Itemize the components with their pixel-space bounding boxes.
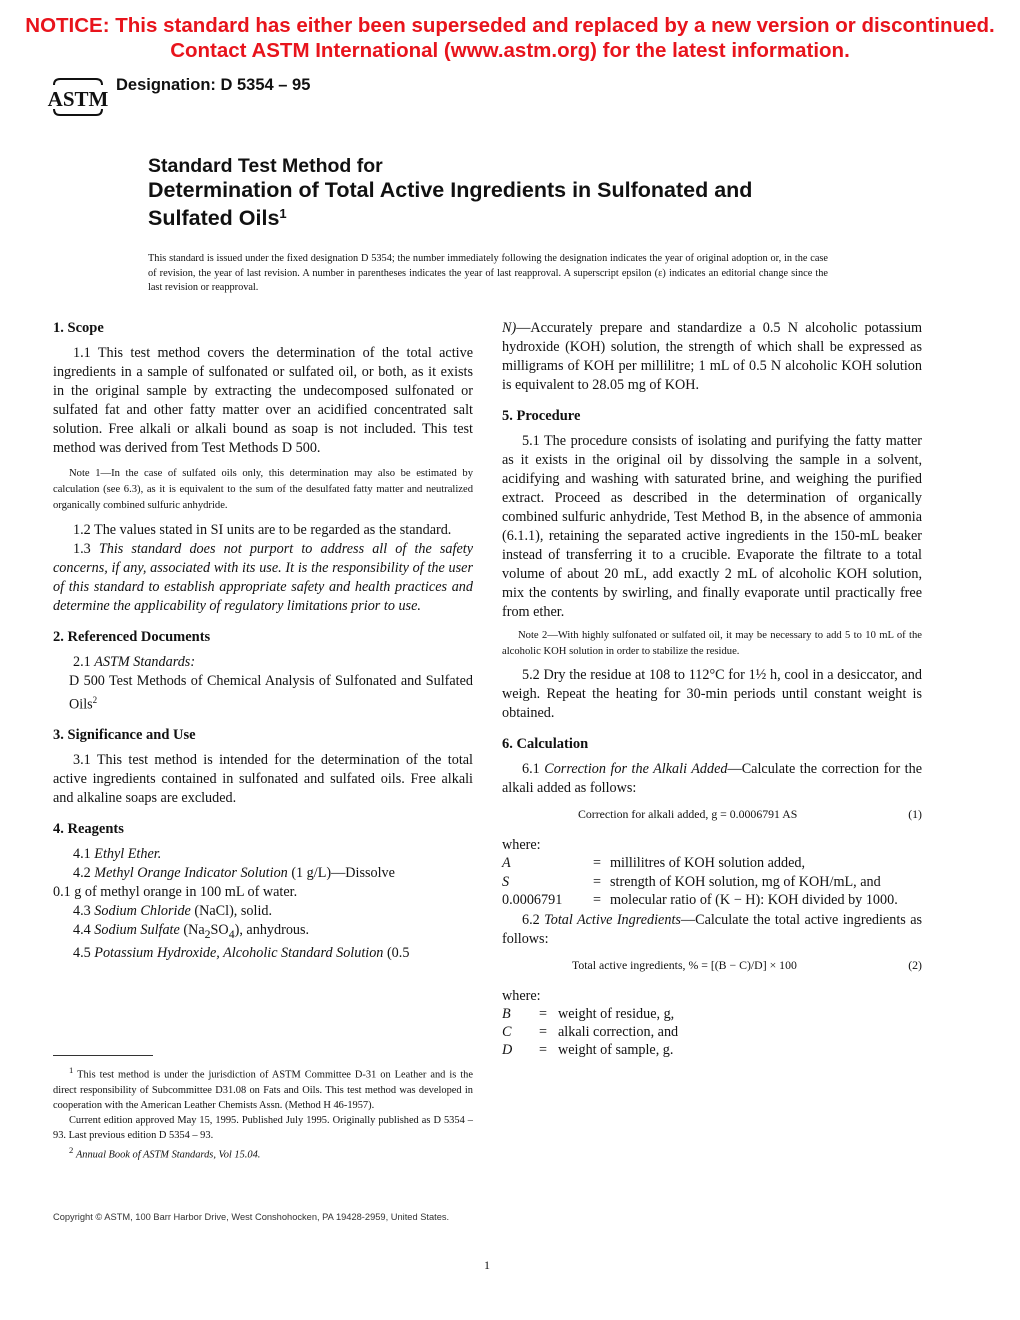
left-column [53, 319, 473, 963]
where2-row [502, 1005, 678, 1023]
copyright: Copyright © ASTM, 100 Barr Harbor Drive, West Conshohocken, PA 19428-2959, United States. [53, 1212, 450, 1222]
document-title [148, 154, 868, 230]
where2-def: alkali correction, and [558, 1024, 679, 1041]
reagent-4-rest: ), anhydrous. [234, 922, 310, 939]
calc-p2: —Calculate the total active ingredients as follows: [502, 912, 923, 948]
where2-row [502, 1023, 678, 1041]
reagent-3-rest: (NaCl), solid. [194, 903, 273, 920]
where1-eq: = [592, 873, 601, 890]
reagent-2-name: Methyl Orange Indicator Solution [94, 865, 288, 882]
footnote-2: Annual Book of ASTM Standards, Vol 15.04. [75, 1149, 261, 1161]
issued-statement: This standard is issued under the fixed designation D 5354; the number immediately following the designation indicates the year of original adoption or, in the case of revision, the year of last revision. A number in parentheses indicates the year of last reapproval. A superscript epsilon (ε) indicates an editorial change since the last revision or reapproval. [148, 253, 828, 293]
note-2: Note 2—With highly sulfonated or sulfated oil, it may be necessary to add 5 to 10 mL of the alcoholic KOH solution in order to stabilize the residue. [502, 630, 922, 658]
where1-row [502, 854, 922, 872]
title-line-1: Standard Test Method for [148, 155, 383, 177]
where2-def: weight of sample, g. [558, 1042, 674, 1059]
notice-line-2: Contact ASTM International (www.astm.org) for the latest information. [170, 39, 850, 62]
where-2-table [502, 1005, 678, 1060]
title-line-2: Determination of Total Active Ingredients in Sulfonated and [148, 178, 753, 202]
footnote-1-mark: 1 [69, 1065, 74, 1075]
scope-heading: 1. Scope [53, 320, 104, 336]
title-line-3: Sulfated Oils [148, 206, 280, 230]
reagent-1-num: 4.1 [73, 846, 91, 863]
reagent-5-cont: —Accurately prepare and standardize a 0.5 N alcoholic potassium hydroxide (KOH) solution, the strength of which shall be expressed as milligrams of KOH per millilitre; 1 mL of 0.5 N alcoholic KOH solution is equivalent to 28.05 mg of KOH. [502, 320, 922, 393]
designation: Designation: D 5354 – 95 [116, 76, 311, 94]
where1-sym: 0.0006791 [502, 891, 563, 908]
reagent-3-name: Sodium Chloride [94, 903, 191, 920]
equation-1-number: (1) [908, 807, 922, 822]
scope-p1: 1.1 This test method covers the determination of the total active ingredients in a sample of sulfonated or sulfated oil, or both, as it exists in the original sample by extracting the undecomposed sulfonated or sulfated fat and other fatty matter over an acidified concentrated salt solution. Free alkali or alkali bound as soap is not included. This test method was derived from Test Methods D 500. [53, 345, 473, 456]
scope-p3: This standard does not purport to address all of the safety concerns, if any, associated with its use. It is the responsibility of the user of this standard to establish appropriate safety and health practices and determine the applicability of regulatory limitations prior to use. [53, 540, 473, 614]
where2-sym: C [502, 1024, 512, 1041]
equation-2: Total active ingredients, % = [(B − C)/D] × 100 [572, 958, 797, 973]
refdocs-heading: 2. Referenced Documents [53, 628, 211, 645]
procedure-p2: 5.2 Dry the residue at 108 to 112°C for 1½ h, cool in a desiccator, and weigh. Repeat the heating for 30-min periods until constant weight is obtained. [502, 667, 922, 722]
equation-1: Correction for alkali added, g = 0.0006791 AS [578, 807, 798, 822]
calc-p2-italic: Total Active Ingredients [544, 912, 681, 929]
footnote-1b: Current edition approved May 15, 1995. Published July 1995. Originally published as D 5354 – 93. Last previous edition D 5354 – 93. [53, 1114, 473, 1141]
where2-eq: = [538, 1024, 547, 1041]
reagents-heading: 4. Reagents [53, 821, 124, 838]
where1-def: strength of KOH solution, mg of KOH/mL, and [610, 873, 881, 890]
calc-p1-italic: Correction for the Alkali Added [544, 761, 728, 778]
refdocs-p1: ASTM Standards: [94, 653, 196, 670]
where1-row [502, 891, 922, 909]
reagent-3-num: 4.3 [73, 903, 91, 920]
astm-logo-icon [47, 77, 109, 117]
reagent-2-num: 4.2 [73, 865, 91, 882]
calc-p1: —Calculate the correction for the alkali added as follows: [502, 761, 923, 797]
right-column [502, 319, 922, 1060]
notice-line-1: NOTICE: This standard has either been superseded and replaced by a new version or discontinued. [25, 14, 995, 37]
title-footnote-mark: 1 [279, 206, 287, 221]
where-2: where: [502, 988, 541, 1005]
refdocs-p1-num: 2.1 [73, 653, 91, 670]
equation-2-number: (2) [908, 958, 922, 973]
procedure-p1: 5.1 The procedure consists of isolating and purifying the fatty matter as it exists in the original oil by dissolving the sample in a solvent, acidifying and washing with saturated brine, and weighing the purified extract. Proceed as described in the determination of organically combined sulfuric anhydride, Test Method B, in the absence of ammonia (6.1.1), retaining the separated active ingredients in the 150-mL beaker instead of transferring it to a crucible. Evaporate the filtrate to a total volume of about 20 mL, add exactly 2 mL of alcoholic KOH solution, mix the contents by swirling, and finally evaporate until practically free from ether. [502, 433, 922, 620]
where1-eq: = [592, 855, 601, 872]
logo-text: ASTM [47, 87, 109, 111]
where2-def: weight of residue, g, [558, 1006, 675, 1023]
refdocs-p2: D 500 Test Methods of Chemical Analysis of Sulfonated and Sulfated Oils [69, 672, 473, 713]
reagent-4-sub2: 4 [228, 927, 235, 942]
calc-p2-num: 6.2 [522, 912, 540, 929]
footnote-2-mark: 2 [69, 1144, 74, 1155]
procedure-heading: 5. Procedure [502, 408, 581, 424]
reagent-4-formula-b: SO [210, 922, 229, 939]
reagent-5-cont-italic: N) [502, 320, 517, 336]
significance-heading: 3. Significance and Use [53, 727, 196, 744]
where1-sym: A [502, 855, 511, 872]
note-1: Note 1—In the case of sulfated oils only, this determination may also be estimated by calculation (see 6.3), as it is equivalent to the sum of the desulfated fatty matter and neutralized organically combined sulfuric anhydride. [53, 468, 473, 512]
where2-eq: = [538, 1006, 547, 1023]
reagent-2-cont: 0.1 g of methyl orange in 100 mL of water. [53, 884, 298, 901]
reagent-5-name: Potassium Hydroxide, Alcoholic Standard Solution [94, 945, 384, 962]
where1-def: millilitres of KOH solution added, [610, 855, 806, 872]
reagent-1-name: Ethyl Ether. [94, 846, 162, 863]
where1-eq: = [592, 891, 601, 908]
reagent-2-rest: (1 g/L)—Dissolve [291, 865, 395, 882]
refdocs-p2-mark: 2 [92, 694, 98, 705]
reagent-5-num: 4.5 [73, 945, 91, 962]
where2-sym: B [502, 1006, 511, 1023]
significance-p1: 3.1 This test method is intended for the determination of the total active ingredients contained in sulfonated and sulfated oils. Free alkali and alkaline soaps are excluded. [53, 752, 473, 807]
where2-sym: D [502, 1042, 513, 1059]
page-number: 1 [484, 1258, 490, 1272]
where2-row [502, 1041, 678, 1059]
reagent-4-name: Sodium Sulfate [94, 922, 180, 939]
where2-eq: = [538, 1042, 547, 1059]
reagent-4-sub1: 2 [204, 927, 211, 942]
footnote-rule [53, 1055, 153, 1056]
reagent-4-num: 4.4 [73, 922, 91, 939]
calc-p1-num: 6.1 [522, 761, 540, 778]
reagent-5-rest: (0.5 [386, 945, 410, 962]
where-1-table [502, 854, 922, 909]
footnote-1: This test method is under the jurisdiction of ASTM Committee D-31 on Leather and is the direct responsibility of Subcommittee D31.08 on Fats and Oils. This test method was developed in cooperation with the American Leather Chemists Assn. (Method H 46-1957). [53, 1069, 473, 1111]
where1-def: molecular ratio of (K − H): KOH divided by 1000. [610, 891, 898, 908]
calculation-heading: 6. Calculation [502, 736, 589, 753]
scope-p2: 1.2 The values stated in SI units are to be regarded as the standard. [73, 521, 452, 538]
footnotes [53, 1063, 473, 1163]
scope-p3-num: 1.3 [73, 540, 91, 557]
reagent-4-formula-a: (Na [183, 922, 205, 939]
where-1: where: [502, 837, 541, 854]
where1-sym: S [502, 873, 510, 890]
where1-row [502, 873, 922, 891]
